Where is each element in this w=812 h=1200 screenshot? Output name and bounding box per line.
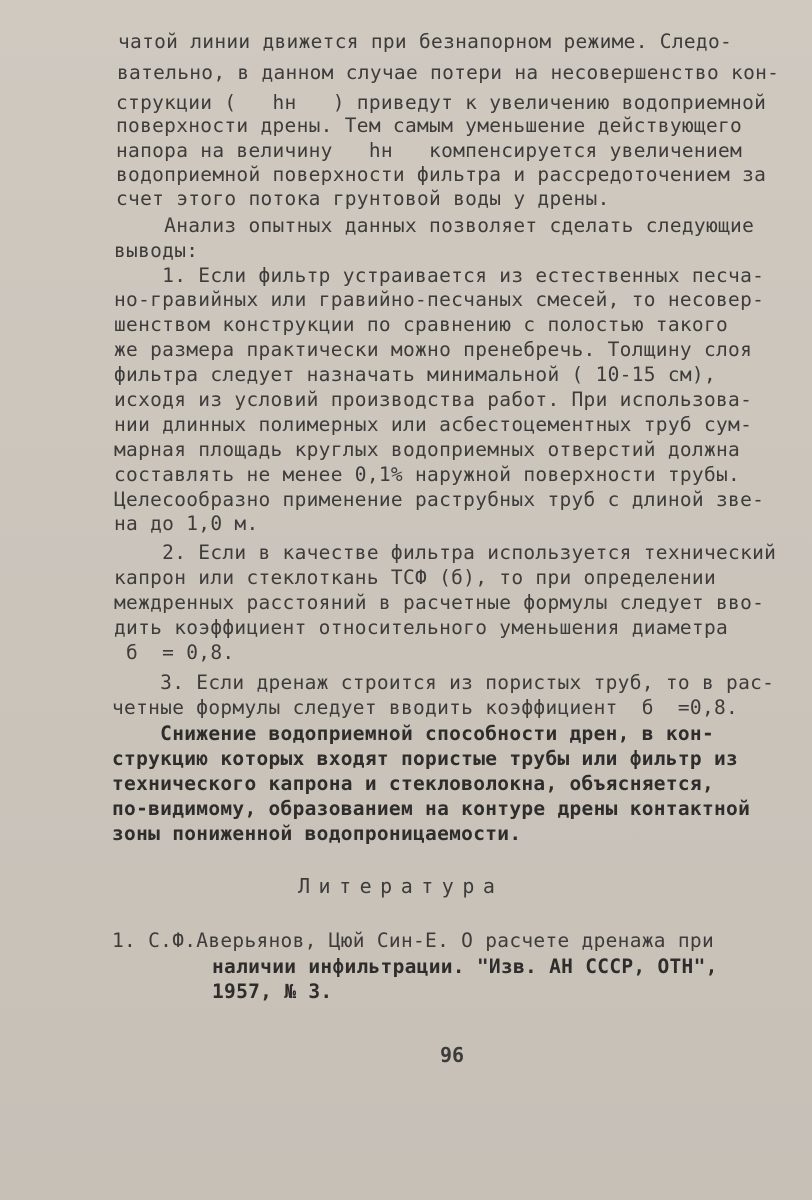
page-number: 96 [440, 1043, 465, 1067]
text-line: выводы: [114, 239, 199, 262]
text-line: зоны пониженной водопроницаемости. [112, 822, 522, 845]
text-line: на до 1,0 м. [114, 512, 259, 535]
text-line: технического капрона и стекловолокна, объясняется, [112, 772, 714, 795]
text-line: счет этого потока грунтовой воды у дрены. [116, 187, 610, 210]
text-line: шенством конструкции по сравнению с полостью такого [114, 313, 729, 336]
text-line: Снижение водоприемной способности дрен, в кон- [112, 722, 714, 745]
text-line: дить коэффициент относительного уменьшения диаметра [114, 616, 729, 639]
text-line: напора на величину hн компенсируется увеличением [116, 139, 743, 162]
reference-line: 1. С.Ф.Аверьянов, Цюй Син-Е. О расчете дренажа при [112, 929, 714, 952]
text-line: исходя из условий производства работ. При использова- [114, 388, 753, 411]
text-line: 3. Если дренаж строится из пористых труб, то в рас- [112, 671, 775, 694]
text-line: междренных расстояний в расчетные формулы следует вво- [114, 591, 765, 614]
references-heading: Литература [298, 874, 504, 898]
text-line: марная площадь круглых водоприемных отверстий должна [114, 438, 741, 461]
text-line: струкцию которых входят пористые трубы или фильтр из [112, 747, 739, 770]
reference-line: наличии инфильтрации. "Изв. АН СССР, ОТН", [212, 955, 718, 978]
text-line: б = 0,8. [114, 641, 235, 664]
text-line: по-видимому, образованием на контуре дрены контактной [112, 797, 751, 820]
text-line: четные формулы следует вводить коэффициент б =0,8. [112, 696, 739, 719]
text-line: фильтра следует назначать минимальной ( 10-15 см), [114, 363, 716, 386]
text-line: Целесообразно применение раструбных труб с длиной зве- [114, 488, 765, 511]
text-line: вательно, в данном случае потери на несовершенство кон- [117, 61, 780, 84]
text-line: Анализ опытных данных позволяет сделать следующие [116, 214, 755, 237]
text-line: 1. Если фильтр устраивается из естественных песча- [114, 264, 765, 287]
text-line: поверхности дрены. Тем самым уменьшение действующего [116, 114, 743, 137]
text-line: но-гравийных или гравийно-песчаных смесей, то несовер- [114, 288, 765, 311]
text-line: нии длинных полимерных или асбестоцементных труб сум- [114, 413, 753, 436]
text-line: водоприемной поверхности фильтра и рассредоточением за [116, 163, 767, 186]
text-line: чатой линии движется при безнапорном режиме. Следо- [118, 30, 733, 53]
text-line: же размера практически можно пренебречь. Толщину слоя [114, 338, 753, 361]
reference-line: 1957, № 3. [212, 980, 333, 1003]
text-line: составлять не менее 0,1% наружной поверхности трубы. [114, 463, 741, 486]
text-line: струкции ( hн ) приведут к увеличению водоприемной [116, 91, 767, 114]
text-line: 2. Если в качестве фильтра используется технический [114, 541, 777, 564]
text-line: капрон или стеклоткань ТСФ (б), то при определении [114, 566, 716, 589]
